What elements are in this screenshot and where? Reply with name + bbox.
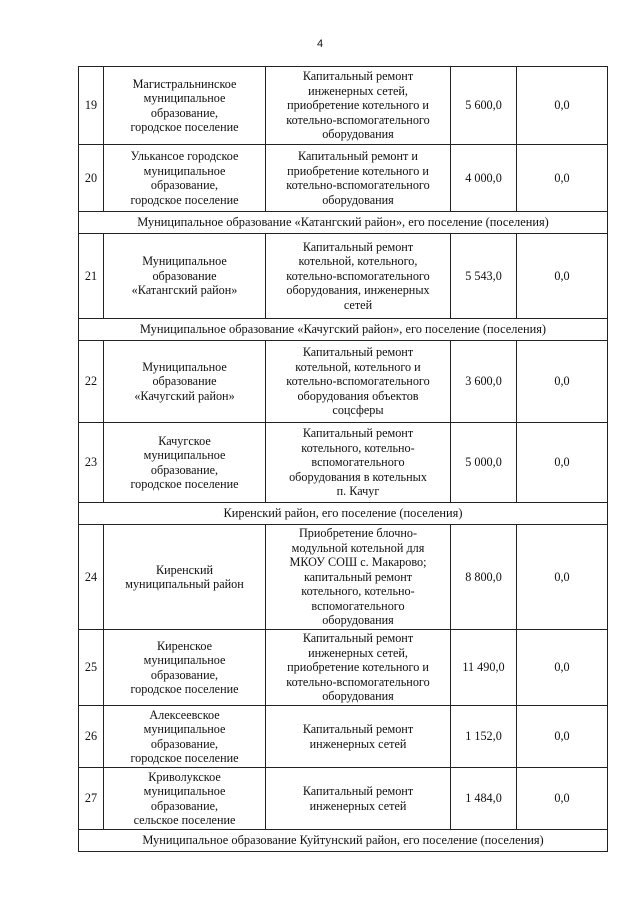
municipality-name: Киренское муниципальное образование, городское поселение (104, 630, 266, 706)
amount-value: 5 000,0 (451, 423, 517, 503)
table-row (79, 768, 608, 830)
work-description: Капитальный ремонт и приобретение котельного и котельно-вспомогательного оборудования (266, 145, 451, 212)
work-description: Капитальный ремонт инженерных сетей (266, 768, 451, 830)
row-number: 27 (79, 768, 104, 830)
section-heading: Муниципальное образование «Качугский район», его поселение (поселения) (79, 319, 608, 341)
amount-value: 1 484,0 (451, 768, 517, 830)
extra-value: 0,0 (517, 768, 608, 830)
table-row (79, 630, 608, 706)
work-description: Капитальный ремонт инженерных сетей, приобретение котельного и котельно-вспомогательного оборудования (266, 67, 451, 145)
municipality-name: Муниципальное образование «Катангский район» (104, 234, 266, 319)
section-row (79, 830, 608, 852)
row-number: 24 (79, 525, 104, 630)
amount-value: 3 600,0 (451, 341, 517, 423)
extra-value: 0,0 (517, 67, 608, 145)
section-row (79, 319, 608, 341)
amount-value: 5 600,0 (451, 67, 517, 145)
extra-value: 0,0 (517, 234, 608, 319)
extra-value: 0,0 (517, 341, 608, 423)
section-heading: Муниципальное образование «Катангский район», его поселение (поселения) (79, 212, 608, 234)
municipality-name: Криволукское муниципальное образование, сельское поселение (104, 768, 266, 830)
section-heading: Муниципальное образование Куйтунский район, его поселение (поселения) (79, 830, 608, 852)
page-number: 4 (316, 38, 324, 50)
extra-value: 0,0 (517, 525, 608, 630)
amount-value: 5 543,0 (451, 234, 517, 319)
table-row (79, 423, 608, 503)
row-number: 26 (79, 706, 104, 768)
municipality-name: Качугское муниципальное образование, городское поселение (104, 423, 266, 503)
section-row (79, 503, 608, 525)
amount-value: 8 800,0 (451, 525, 517, 630)
section-heading: Киренский район, его поселение (поселения) (79, 503, 608, 525)
row-number: 20 (79, 145, 104, 212)
work-description: Капитальный ремонт инженерных сетей (266, 706, 451, 768)
amount-value: 11 490,0 (451, 630, 517, 706)
municipality-name: Улькансое городское муниципальное образование, городское поселение (104, 145, 266, 212)
extra-value: 0,0 (517, 630, 608, 706)
row-number: 25 (79, 630, 104, 706)
municipality-name: Алексеевское муниципальное образование, городское поселение (104, 706, 266, 768)
work-description: Капитальный ремонт котельного, котельно- вспомогательного оборудования в котельных п. Качуг (266, 423, 451, 503)
row-number: 21 (79, 234, 104, 319)
table-row (79, 341, 608, 423)
extra-value: 0,0 (517, 423, 608, 503)
table-row (79, 525, 608, 630)
table-row (79, 234, 608, 319)
amount-value: 4 000,0 (451, 145, 517, 212)
municipality-name: Муниципальное образование «Качугский район» (104, 341, 266, 423)
work-description: Капитальный ремонт инженерных сетей, приобретение котельного и котельно-вспомогательного оборудования (266, 630, 451, 706)
extra-value: 0,0 (517, 706, 608, 768)
table-row (79, 706, 608, 768)
table-row (79, 67, 608, 145)
section-row (79, 212, 608, 234)
municipality-name: Магистральнинское муниципальное образование, городское поселение (104, 67, 266, 145)
row-number: 23 (79, 423, 104, 503)
allocation-table (78, 66, 608, 852)
extra-value: 0,0 (517, 145, 608, 212)
work-description: Приобретение блочно- модульной котельной для МКОУ СОШ с. Макарово; капитальный ремонт котельного, котельно- вспомогательного оборудования (266, 525, 451, 630)
work-description: Капитальный ремонт котельной, котельного и котельно-вспомогательного оборудования объектов соцсферы (266, 341, 451, 423)
table-row (79, 145, 608, 212)
work-description: Капитальный ремонт котельной, котельного, котельно-вспомогательного оборудования, инженерных сетей (266, 234, 451, 319)
municipality-name: Киренский муниципальный район (104, 525, 266, 630)
row-number: 22 (79, 341, 104, 423)
amount-value: 1 152,0 (451, 706, 517, 768)
row-number: 19 (79, 67, 104, 145)
